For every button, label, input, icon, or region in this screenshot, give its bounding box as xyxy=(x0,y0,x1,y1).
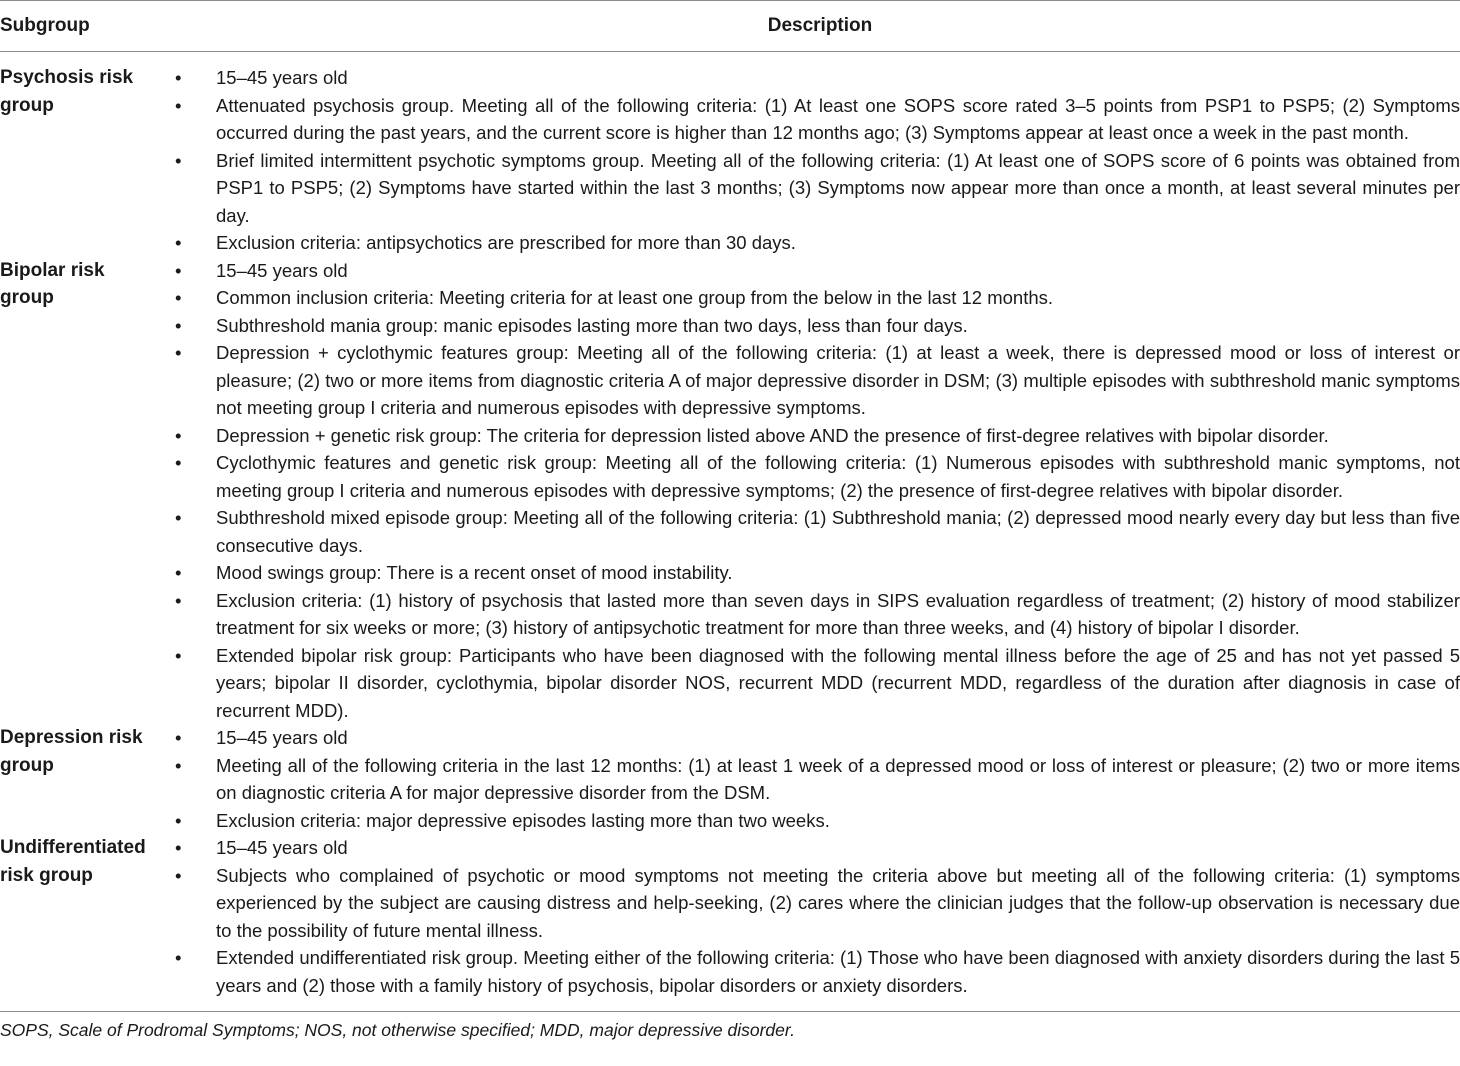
subgroup-label: Psychosis risk group xyxy=(0,67,134,116)
list-item xyxy=(160,862,1460,945)
criteria-text: Common inclusion criteria: Meeting criteria for at least one group from the below in the last 12 months. xyxy=(216,287,1054,308)
list-item xyxy=(160,64,1460,92)
header-description: Description xyxy=(767,15,873,36)
criteria-text: Subthreshold mania group: manic episodes lasting more than two days, less than four days. xyxy=(216,314,968,336)
bullet-icon: • xyxy=(175,947,182,968)
subgroup-label: Depression risk group xyxy=(0,727,143,776)
bullet-icon: • xyxy=(175,287,182,308)
header-subgroup: Subgroup xyxy=(0,15,90,36)
bullet-icon: • xyxy=(175,727,182,748)
subgroup-label: Bipolar risk group xyxy=(0,259,105,308)
criteria-text: Mood swings group: There is a recent onset of mood instability. xyxy=(216,562,733,583)
list-item xyxy=(160,147,1460,230)
bullet-icon: • xyxy=(175,507,182,528)
list-item xyxy=(160,807,1460,835)
criteria-text: Exclusion criteria: (1) history of psychosis that lasted more than seven days in SIPS evaluation regardless of treatment; (2) history of mood stabilizer treatment for six weeks or more; (3) history of antipsychotic treatment for more than three weeks, and (4) history of bipolar I disorder. xyxy=(216,589,1460,638)
bullet-icon: • xyxy=(175,452,182,473)
list-item xyxy=(160,642,1460,725)
table-row xyxy=(0,257,1460,725)
criteria-text: Depression + cyclothymic features group: Meeting all of the following criteria: (1) at least a week, there is depressed mood or loss of interest or pleasure; (2) two or more items from diagnostic criteria A of major depressive disorder in DSM; (3) multiple episodes with subthreshold manic symptoms not meeting group I criteria and numerous episodes with depressive symptoms. xyxy=(216,342,1460,418)
criteria-text: 15–45 years old xyxy=(216,259,348,281)
bullet-icon: • xyxy=(175,589,182,611)
table-footnote: SOPS, Scale of Prodromal Symptoms; NOS, not otherwise specified; MDD, major depressive disorder. xyxy=(0,1020,795,1040)
bullet-icon: • xyxy=(175,424,182,446)
criteria-text: Attenuated psychosis group. Meeting all of the following criteria: (1) At least one SOPS score rated 3–5 points from PSP1 to PSP5; (2) Symptoms occurred during the past years, and the current score is higher than 12 months ago; (3) Symptoms appear at least once a week in the past month. xyxy=(216,94,1460,143)
table-row xyxy=(0,724,1460,834)
table-body xyxy=(0,52,1460,1003)
criteria-text: Subjects who complained of psychotic or mood symptoms not meeting the criteria above but meeting all of the following criteria: (1) symptoms experienced by the subject are causing distress and help-seeking, (2) cares where the clinician judges that the follow-up observation is necessary due to the possibility of future mental illness. xyxy=(216,864,1460,941)
list-item xyxy=(160,284,1460,312)
criteria-text: Extended bipolar risk group: Participants who have been diagnosed with the following mental illness before the age of 25 and has not yet passed 5 years; bipolar II disorder, cyclothymia, bipolar disorder NOS, recurrent MDD (recurrent MDD, regardless of the duration after diagnosis in case of recurrent MDD). xyxy=(216,644,1460,721)
criteria-text: Meeting all of the following criteria in the last 12 months: (1) at least 1 week of a depressed mood or loss of interest or pleasure; (2) two or more items on diagnostic criteria A for major depressive disorder from the DSM. xyxy=(216,754,1460,803)
criteria-text: 15–45 years old xyxy=(216,67,348,88)
criteria-text: 15–45 years old xyxy=(216,727,348,748)
list-item xyxy=(160,422,1460,450)
list-item xyxy=(160,559,1460,587)
bullet-icon: • xyxy=(175,754,182,776)
list-item xyxy=(160,504,1460,559)
list-item xyxy=(160,229,1460,257)
bullet-icon: • xyxy=(175,562,182,583)
criteria-text: Exclusion criteria: major depressive episodes lasting more than two weeks. xyxy=(216,809,830,831)
table-header-row xyxy=(0,1,1460,51)
bullet-icon: • xyxy=(175,837,182,858)
criteria-list xyxy=(160,64,1460,257)
bullet-icon: • xyxy=(175,67,182,88)
criteria-list xyxy=(160,834,1460,999)
criteria-text: Extended undifferentiated risk group. Meeting either of the following criteria: (1) Those who have been diagnosed with anxiety disorders during the last 5 years and (2) those with a family history of psychosis, bipolar disorders or anxiety disorders. xyxy=(216,947,1460,996)
criteria-text: Brief limited intermittent psychotic symptoms group. Meeting all of the following criteria: (1) At least one of SOPS score of 6 points was obtained from PSP1 to PSP5; (2) Symptoms have started within the last 3 months; (3) Symptoms now appear more than once a month, at least several minutes per day. xyxy=(216,149,1460,226)
list-item xyxy=(160,587,1460,642)
criteria-text: Subthreshold mixed episode group: Meeting all of the following criteria: (1) Subthreshold mania; (2) depressed mood nearly every day but less than five consecutive days. xyxy=(216,507,1460,556)
bullet-icon: • xyxy=(175,94,182,116)
criteria-text: Exclusion criteria: antipsychotics are prescribed for more than 30 days. xyxy=(216,232,796,253)
bullet-icon: • xyxy=(175,809,182,831)
criteria-text: Depression + genetic risk group: The criteria for depression listed above AND the presence of first-degree relatives with bipolar disorder. xyxy=(216,424,1329,446)
list-item xyxy=(160,312,1460,340)
list-item xyxy=(160,752,1460,807)
criteria-text: Cyclothymic features and genetic risk group: Meeting all of the following criteria: (1) Numerous episodes with subthreshold manic symptoms, not meeting group I criteria and numerous episodes with depressive symptoms; (2) the presence of first-degree relatives with bipolar disorder. xyxy=(216,452,1460,501)
list-item xyxy=(160,944,1460,999)
bullet-icon: • xyxy=(175,149,182,171)
list-item xyxy=(160,724,1460,752)
table-row xyxy=(0,64,1460,257)
list-item xyxy=(160,92,1460,147)
bullet-icon: • xyxy=(175,644,182,666)
list-item xyxy=(160,449,1460,504)
bullet-icon: • xyxy=(175,314,182,336)
list-item xyxy=(160,257,1460,285)
list-item xyxy=(160,834,1460,862)
bullet-icon: • xyxy=(175,342,182,363)
bullet-icon: • xyxy=(175,259,182,281)
list-item xyxy=(160,339,1460,422)
criteria-text: 15–45 years old xyxy=(216,837,348,858)
bullet-icon: • xyxy=(175,864,182,886)
criteria-list xyxy=(160,724,1460,834)
criteria-list xyxy=(160,257,1460,725)
subgroup-label: Undifferentiated risk group xyxy=(0,837,146,886)
table-row xyxy=(0,834,1460,999)
bullet-icon: • xyxy=(175,232,182,253)
